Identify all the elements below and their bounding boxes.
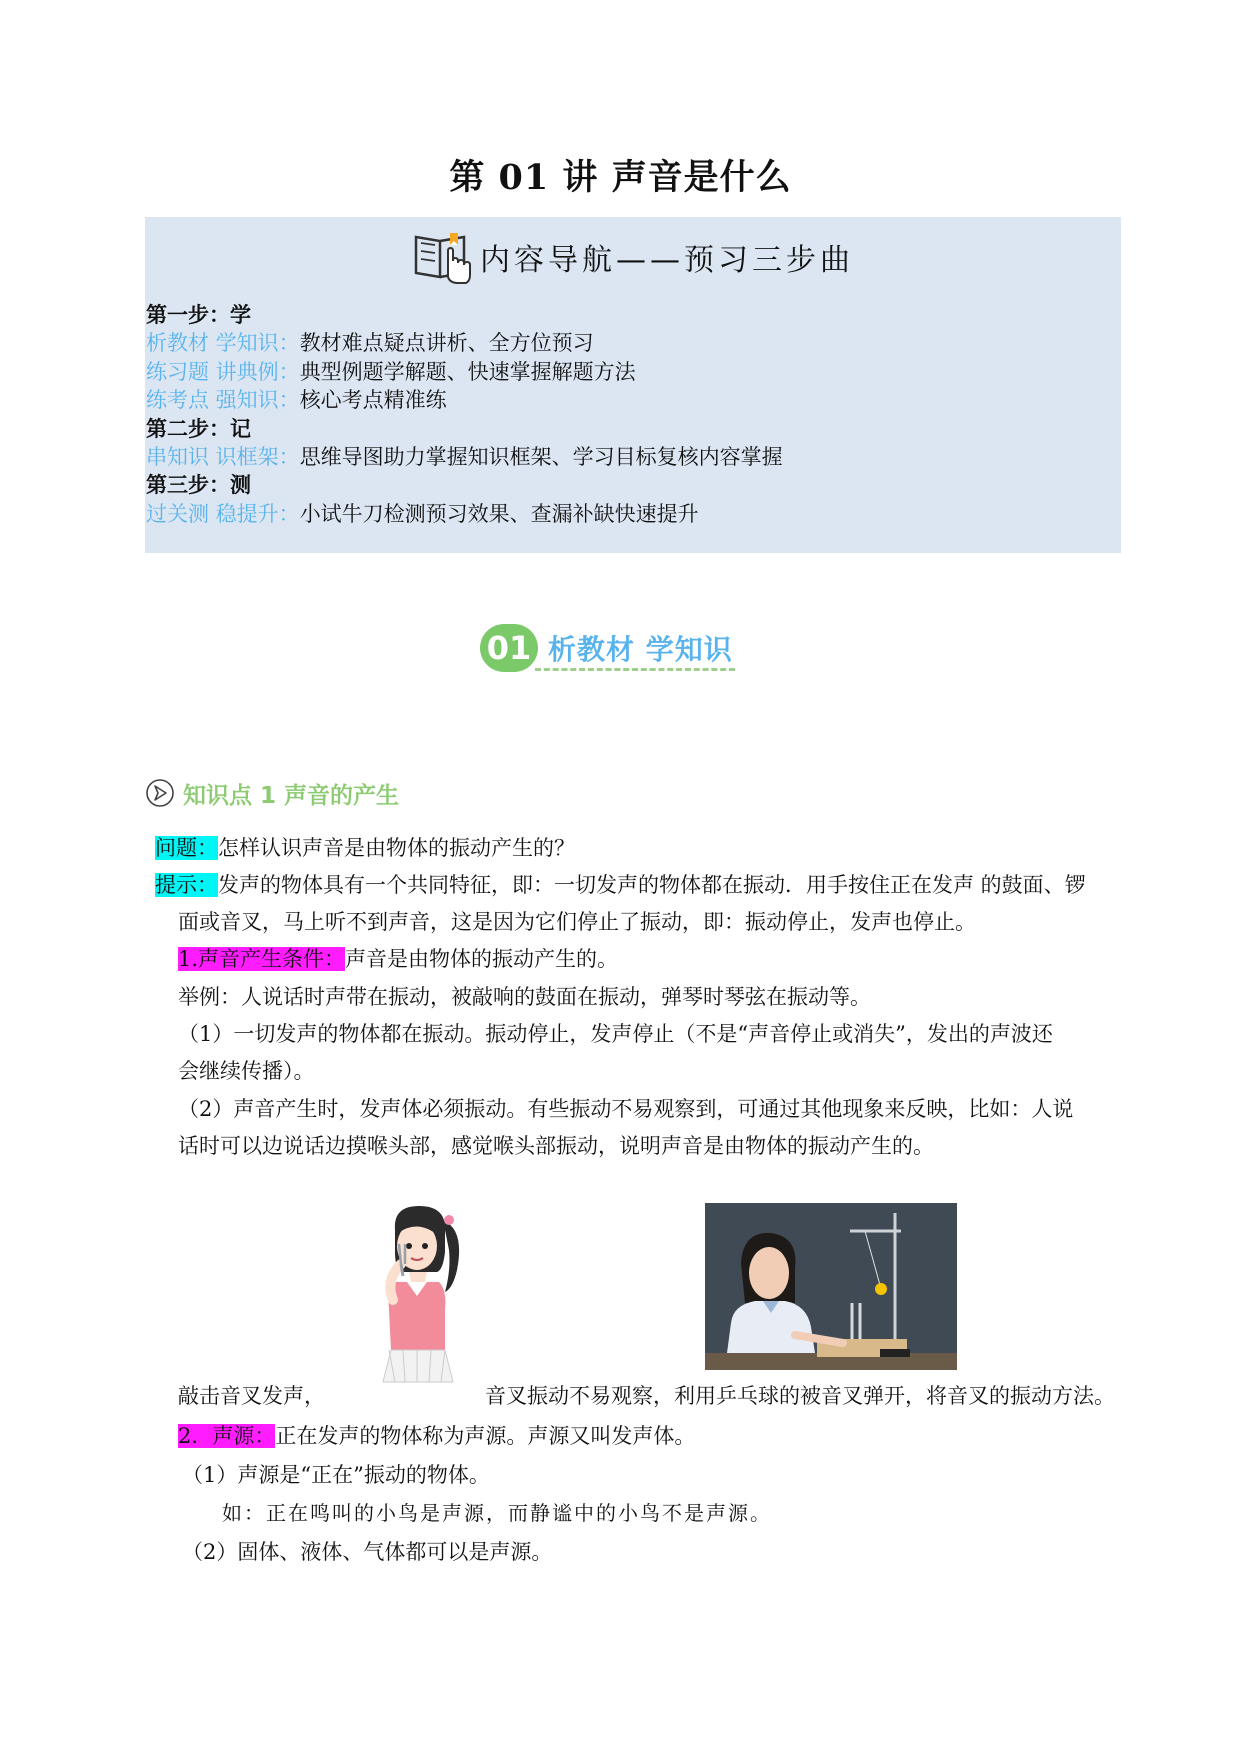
hint-label: 提示： — [155, 873, 218, 897]
nav-item — [146, 358, 1106, 386]
section-underline — [535, 668, 735, 671]
book-hand-icon — [412, 229, 474, 285]
section-label: 析教材 学知识 — [548, 633, 733, 666]
nav-item-text: 教材难点疑点讲析、全方位预习 — [299, 331, 594, 356]
sound-source-point-1: （1）声源是“正在”振动的物体。 — [182, 1463, 490, 1487]
arrow-circle-icon — [145, 778, 175, 808]
nav-item — [146, 329, 1106, 357]
girl-with-tuning-fork-illustration — [365, 1200, 473, 1398]
sound-source-point-2: （2）固体、液体、气体都可以是声源。 — [182, 1540, 553, 1564]
caption-right: 音叉振动不易观察，利用乒乓球的被音叉弹开，将音叉的振动方法。 — [485, 1384, 1115, 1408]
hint-line-2: 面或音叉，马上听不到声音，这是因为它们停止了振动，即：振动停止，发声也停止。 — [178, 910, 976, 934]
sound-source-paragraph — [178, 1418, 695, 1455]
condition-text: 声音是由物体的振动产生的。 — [345, 947, 619, 971]
tuning-fork-ping-pong-experiment-photo — [705, 1203, 957, 1370]
nav-item-label: 析教材 学知识： — [146, 331, 300, 356]
condition-label: 1.声音产生条件： — [178, 947, 346, 971]
condition-paragraph — [178, 941, 618, 978]
knowledge-point-title: 知识点 1 声音的产生 — [183, 782, 400, 809]
nav-header — [145, 229, 1121, 285]
question-label: 问题： — [155, 836, 218, 860]
point-2-paragraph — [178, 1091, 1123, 1165]
nav-step-1: 第一步：学 — [146, 303, 251, 327]
nav-item-label: 串知识 识框架： — [146, 444, 300, 469]
nav-item-text: 小试牛刀检测预习效果、查漏补缺快速提升 — [299, 501, 699, 526]
nav-item — [146, 386, 1106, 414]
nav-item-text: 核心考点精准练 — [299, 388, 447, 413]
nav-step-2: 第二步：记 — [146, 416, 251, 441]
page-title: 第 01 讲 声音是什么 — [449, 157, 792, 198]
hint-paragraph — [155, 867, 1121, 941]
point-1-paragraph — [178, 1016, 1123, 1090]
question-text: 怎样认识声音是由物体的振动产生的？ — [218, 836, 575, 860]
nav-item — [146, 443, 1106, 471]
sound-source-label: 2．声源： — [178, 1424, 276, 1448]
nav-step-3: 第三步：测 — [146, 473, 251, 498]
nav-item-text: 思维导图助力掌握知识框架、学习目标复核内容掌握 — [299, 444, 783, 469]
point-1-line-2: 会继续传播）。 — [178, 1059, 315, 1083]
nav-item-label: 过关测 稳提升： — [146, 501, 300, 526]
hint-line-1 — [155, 867, 1121, 904]
section-banner — [480, 624, 760, 674]
nav-item-text: 典型例题学解题、快速掌握解题方法 — [299, 359, 636, 384]
content-navigation-box — [145, 217, 1121, 553]
sound-source-example: 如：正在鸣叫的小鸟是声源，而静谧中的小鸟不是声源。 — [222, 1501, 772, 1525]
point-1-line-1: （1）一切发声的物体都在振动。振动停止，发声停止（不是“声音停止或消失”，发出的声波还 — [178, 1022, 1053, 1046]
section-number-badge: 01 — [480, 624, 538, 672]
nav-lines — [146, 301, 1106, 528]
knowledge-point-heading — [145, 773, 399, 813]
nav-item — [146, 500, 1106, 528]
image-caption-line — [178, 1378, 1123, 1415]
hint-text: 发声的物体具有一个共同特征，即：一切发声的物体都在振动．用手按住正在发声 的鼓面、锣 — [218, 873, 1086, 897]
sound-source-text: 正在发声的物体称为声源。声源又叫发声体。 — [275, 1424, 696, 1448]
nav-item-label: 练习题 讲典例： — [146, 359, 300, 384]
caption-left: 敲击音叉发声， — [178, 1384, 325, 1408]
point-2-line-2: 话时可以边说话边摸喉头部，感觉喉头部振动，说明声音是由物体的振动产生的。 — [178, 1134, 934, 1158]
point-2-line-1: （2）声音产生时，发声体必须振动。有些振动不易观察到，可通过其他现象来反映，比如：人说 — [178, 1097, 1074, 1121]
question-paragraph — [155, 830, 575, 867]
example-paragraph: 举例：人说话时声带在振动，被敲响的鼓面在振动，弹琴时琴弦在振动等。 — [178, 985, 871, 1009]
nav-title: 内容导航——预习三步曲 — [480, 243, 854, 278]
nav-item-label: 练考点 强知识： — [146, 388, 300, 413]
